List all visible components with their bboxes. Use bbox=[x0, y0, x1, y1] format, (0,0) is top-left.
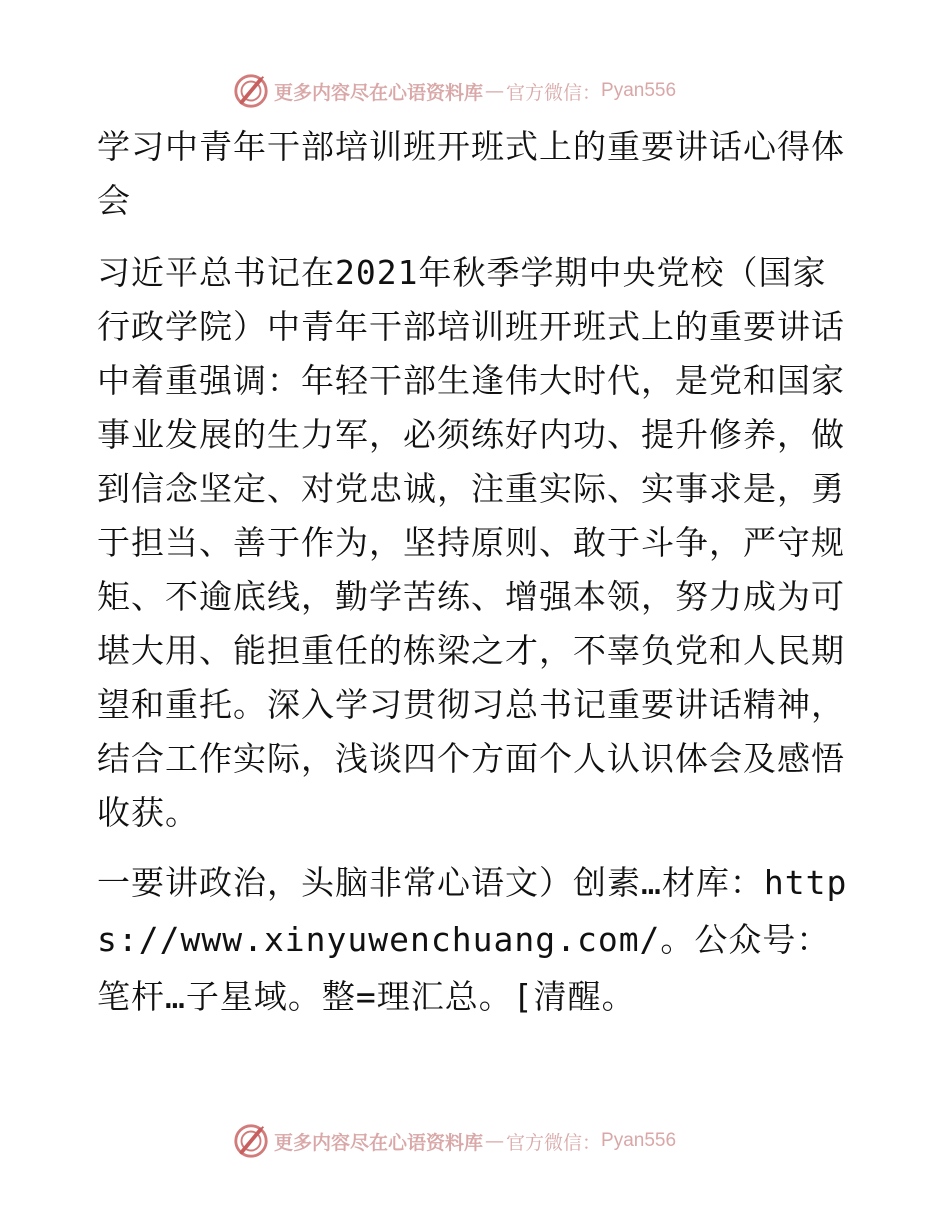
watermark-main-text: 更多内容尽在心语资料库 bbox=[274, 81, 484, 104]
paragraph-1: 习近平总书记在2021年秋季学期中央党校（国家行政学院）中青年干部培训班开班式上的重要讲话中着重强调：年轻干部生逢伟大时代，是党和国家事业发展的生力军，必须练好内功、提升修养，做到信念坚定、对党忠诚，注重实际、实事求是，勇于担当、善于作为，坚持原则、敢于斗争，严守规矩、不逾底线，勤学苦练、增强本领，努力成为可堪大用、能担重任的栋梁之才，不辜负党和人民期望和重托。深入学习贯彻习总书记重要讲话精神，结合工作实际，浅谈四个方面个人认识体会及感悟收获。 bbox=[97, 253, 845, 832]
seal-pen-logo-icon bbox=[232, 72, 270, 110]
watermark-wechat-label: 官方微信： bbox=[506, 81, 602, 104]
watermark-wechat-id: Pyan556 bbox=[601, 1130, 677, 1151]
watermark-dash: — bbox=[485, 1130, 505, 1152]
watermark-wechat-id: Pyan556 bbox=[601, 80, 677, 101]
footer-watermark bbox=[232, 1121, 712, 1161]
watermark-wechat-label: 官方微信： bbox=[506, 1131, 602, 1154]
header-watermark bbox=[232, 71, 712, 111]
watermark-main-text: 更多内容尽在心语资料库 bbox=[274, 1131, 484, 1154]
paragraph-2: 一要讲政治，头脑非常心语文）创素…材库：https://www.xinyuwenchuang.com/。公众号：笔杆…子星域。整=理汇总。[清醒。 bbox=[97, 863, 848, 1016]
document-title: 学习中青年干部培训班开班式上的重要讲话心得体会 bbox=[97, 127, 845, 220]
watermark-dash: — bbox=[485, 80, 505, 102]
seal-pen-logo-icon bbox=[232, 1122, 270, 1160]
document-body bbox=[97, 120, 857, 1039]
